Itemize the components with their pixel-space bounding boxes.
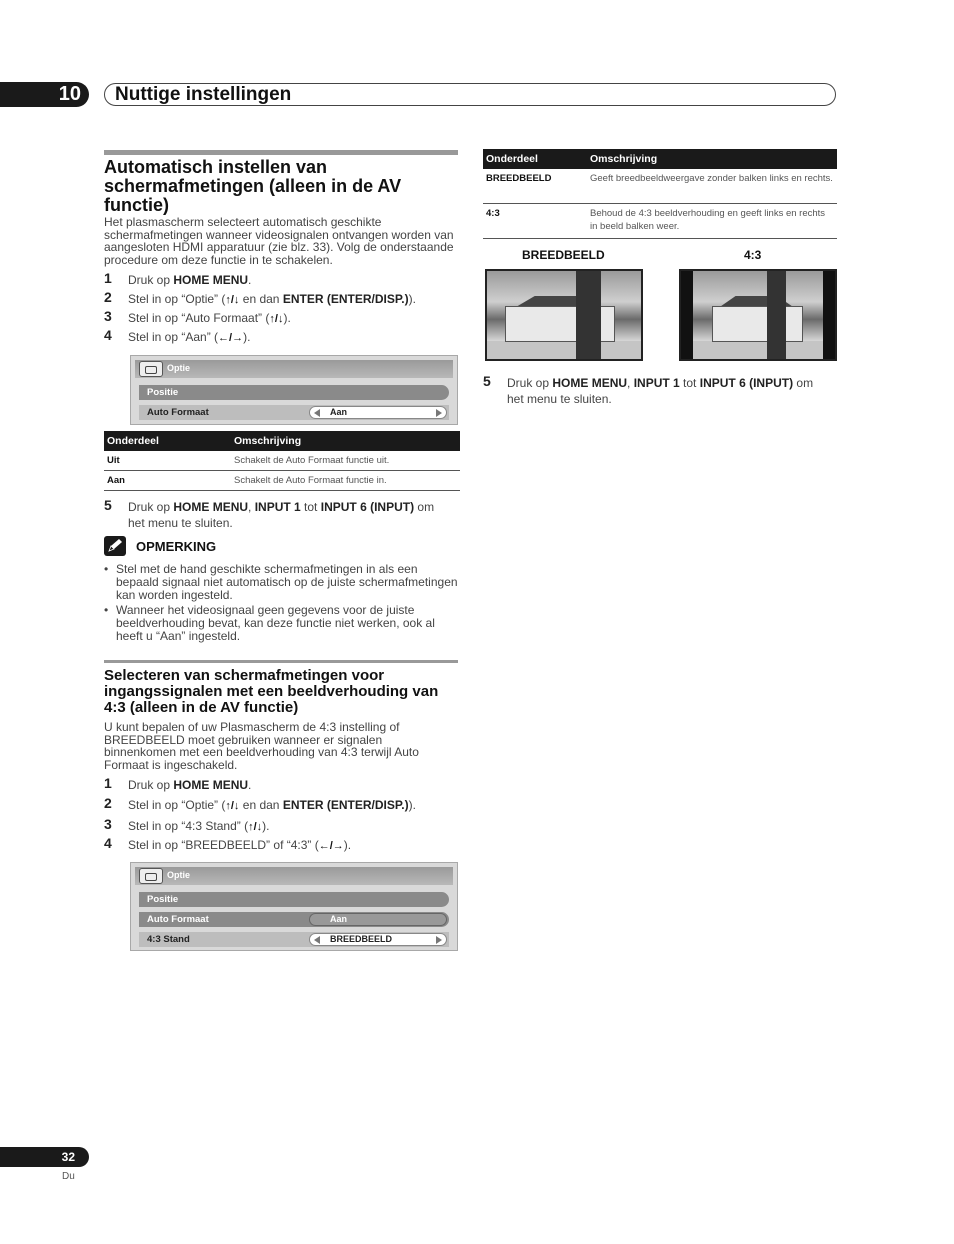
left-triangle-icon bbox=[314, 409, 320, 417]
s1-step-2: 2 Stel in op “Optie” (↑/↓ en dan ENTER (ENTER/DISP.)). bbox=[104, 289, 416, 306]
s2-step-3: 3 Stel in op “4:3 Stand” (↑/↓). bbox=[104, 816, 270, 833]
osd-row-auto-formaat: Auto Formaat Aan bbox=[139, 912, 449, 927]
label-43: 4:3 bbox=[744, 248, 762, 262]
list-item: Stel met de hand geschikte schermafmetingen in als een bepaald signaal niet automatisch op de juiste schermafmetingen kan worden ingesteld. bbox=[116, 562, 458, 602]
osd-value: BREEDBEELD bbox=[309, 933, 447, 946]
table-header: Onderdeel bbox=[104, 431, 231, 451]
osd-value: Aan bbox=[309, 913, 447, 926]
table-header: Omschrijving bbox=[231, 431, 460, 451]
table-header: Onderdeel bbox=[483, 149, 587, 169]
left-right-arrow-icon: ←/→ bbox=[218, 332, 244, 344]
s1-step-3: 3 Stel in op “Auto Formaat” (↑/↓). bbox=[104, 308, 291, 325]
option-table-43 bbox=[483, 149, 837, 239]
label-breedbeeld: BREEDBEELD bbox=[522, 248, 605, 262]
section-rule bbox=[104, 150, 458, 155]
osd-value: Aan bbox=[309, 406, 447, 419]
osd-row-positie: Positie bbox=[139, 892, 449, 907]
section1-intro: Het plasmascherm selecteert automatisch geschikte schermafmetingen wanneer videosignalen ontvangen worden van aangesloten HDMI apparatuur (zie blz. 33). Volg de onderstaande procedure om deze functie in te schakelen. bbox=[104, 215, 454, 267]
section-rule bbox=[104, 660, 458, 663]
osd-row-positie: Positie bbox=[139, 385, 449, 400]
s2-step-2: 2 Stel in op “Optie” (↑/↓ en dan ENTER (ENTER/DISP.)). bbox=[104, 795, 416, 812]
tv-menu-icon bbox=[139, 868, 163, 884]
table-header: Omschrijving bbox=[587, 149, 837, 169]
section1-title: Automatisch instellen van schermafmetingen (alleen in de AV functie) bbox=[104, 157, 402, 215]
right-step-5: 5 Druk op HOME MENU, INPUT 1 tot INPUT 6 (INPUT) om het menu te sluiten. bbox=[483, 373, 814, 406]
chapter-number-tab: 10 bbox=[0, 82, 89, 107]
osd-menu-43-stand bbox=[130, 862, 458, 951]
note-bullets: • Stel met de hand geschikte schermafmetingen in als een bepaald signaal niet automatisch op de juiste schermafmetingen kan worden ingesteld. • Wanneer het videosignaal geen gegevens voor de juiste beeldverhouding bevat, kan deze functie niet werken, ook al heeft u “Aan” ingesteld. bbox=[104, 562, 458, 643]
option-table bbox=[104, 431, 460, 491]
note-pencil-icon bbox=[104, 536, 126, 556]
example-image-breedbeeld bbox=[485, 269, 643, 361]
section2-title: Selecteren van schermafmetingen voor ingangssignalen met een beeldverhouding van 4:3 (alleen in de AV functie) bbox=[104, 667, 439, 716]
list-item: Wanneer het videosignaal geen gegevens voor de juiste beeldverhouding bevat, kan deze functie niet werken, ook al heeft u “Aan” ingesteld. bbox=[116, 603, 435, 643]
section2-intro: U kunt bepalen of uw Plasmascherm de 4:3 instelling of BREEDBEELD moet gebruiken wanneer er signalen binnenkomen met een beeldverhouding van 4:3 terwijl Auto Formaat is ingeschakeld. bbox=[104, 720, 419, 772]
osd-row-auto-formaat: Auto Formaat Aan bbox=[139, 405, 449, 420]
up-down-arrow-icon: ↑/↓ bbox=[269, 313, 284, 325]
up-down-arrow-icon: ↑/↓ bbox=[225, 294, 240, 306]
step-number: 4 bbox=[104, 327, 112, 343]
s1-step-1: 1 Druk op HOME MENU. bbox=[104, 270, 252, 287]
table-row: Uit Schakelt de Auto Formaat functie uit. bbox=[104, 451, 460, 471]
s1-step-4: 4 Stel in op “Aan” (←/→). bbox=[104, 327, 251, 344]
left-triangle-icon bbox=[314, 936, 320, 944]
right-triangle-icon bbox=[436, 409, 442, 417]
chapter-title: Nuttige instellingen bbox=[104, 83, 836, 106]
s1-step-5: 5 Druk op HOME MENU, INPUT 1 tot INPUT 6 (INPUT) om het menu te sluiten. bbox=[104, 497, 435, 530]
osd-menu-auto-formaat bbox=[130, 355, 458, 425]
tv-menu-icon bbox=[139, 361, 163, 377]
note-title: OPMERKING bbox=[136, 539, 217, 554]
step-number: 3 bbox=[104, 308, 112, 324]
table-row: 4:3 Behoud de 4:3 beeldverhouding en geeft links en rechts in beeld balken weer. bbox=[483, 204, 837, 239]
s2-step-1: 1 Druk op HOME MENU. bbox=[104, 775, 252, 792]
up-down-arrow-icon: ↑/↓ bbox=[225, 800, 240, 812]
step-number: 2 bbox=[104, 289, 112, 305]
up-down-arrow-icon: ↑/↓ bbox=[248, 821, 263, 833]
s2-step-4: 4 Stel in op “BREEDBEELD” of “4:3” (←/→). bbox=[104, 835, 352, 852]
osd-row-43-stand: 4:3 Stand BREEDBEELD bbox=[139, 932, 449, 947]
example-image-43 bbox=[679, 269, 837, 361]
left-right-arrow-icon: ←/→ bbox=[318, 840, 344, 852]
osd-header: Optie bbox=[135, 867, 453, 885]
page-number: 32 bbox=[0, 1147, 89, 1167]
right-triangle-icon bbox=[436, 936, 442, 944]
table-row: BREEDBEELD Geeft breedbeeldweergave zonder balken links en rechts. bbox=[483, 169, 837, 204]
osd-header: Optie bbox=[135, 360, 453, 378]
table-row: Aan Schakelt de Auto Formaat functie in. bbox=[104, 471, 460, 491]
step-number: 1 bbox=[104, 270, 112, 286]
language-code: Du bbox=[62, 1171, 75, 1182]
